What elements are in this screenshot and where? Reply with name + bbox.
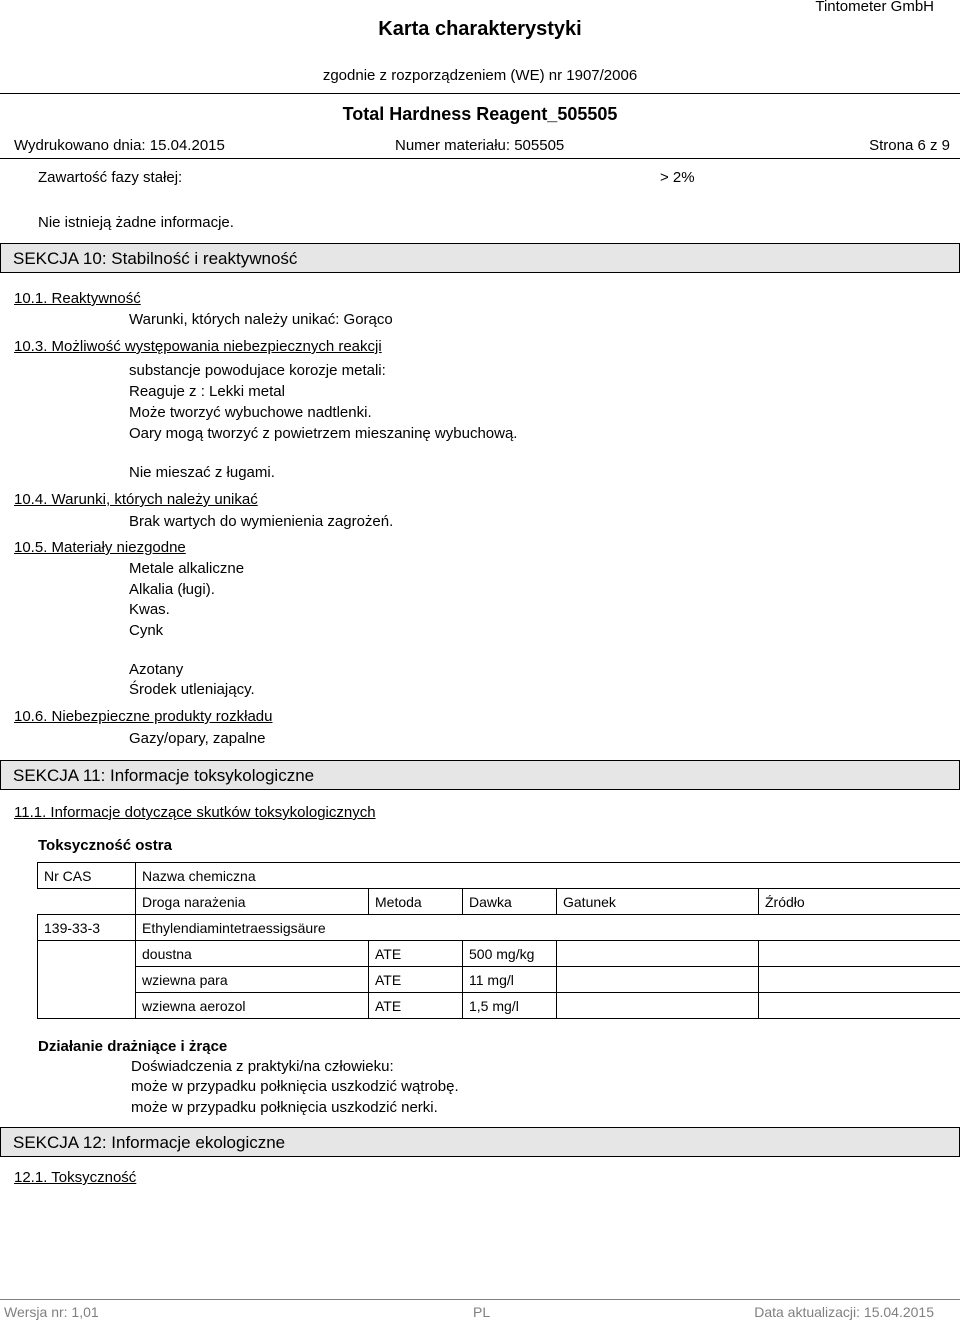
- header-species: Gatunek: [557, 889, 759, 915]
- table-row: [38, 993, 960, 1019]
- update-date: Data aktualizacji: 15.04.2015: [754, 1304, 934, 1320]
- footer-rule: [0, 1299, 960, 1300]
- header-rule-bottom: [0, 158, 960, 159]
- dose-cell: 1,5 mg/l: [463, 993, 557, 1019]
- table-subheader-row: [38, 889, 960, 915]
- no-info-text: Nie istnieją żadne informacje.: [38, 214, 234, 231]
- incompatible-material: Alkalia (ługi).: [129, 581, 215, 598]
- company-name: Tintometer GmbH: [815, 0, 934, 15]
- solids-value: > 2%: [660, 169, 695, 186]
- subsection-11-1-title: 11.1. Informacje dotyczące skutków toksykologicznych: [14, 804, 376, 821]
- subsection-10-4-title: 10.4. Warunki, których należy unikać: [14, 491, 258, 508]
- source-cell: [759, 941, 960, 967]
- substance-name: Ethylendiamintetraessigsäure: [136, 915, 960, 941]
- incompatible-material: Cynk: [129, 622, 164, 639]
- species-cell: [557, 941, 759, 967]
- reaction-line: Nie mieszać z ługami.: [129, 464, 275, 481]
- header-source: Źródło: [759, 889, 960, 915]
- section-10-header: [0, 243, 960, 273]
- reaction-line: Reaguje z : Lekki metal: [129, 383, 285, 400]
- source-cell: [759, 967, 960, 993]
- table-header-row: [38, 863, 960, 889]
- decomposition-text: Gazy/opary, zapalne: [129, 730, 266, 747]
- incompatible-material: Azotany: [129, 661, 184, 678]
- document-title: Karta charakterystyki: [378, 18, 582, 40]
- header-method: Metoda: [369, 889, 463, 915]
- species-cell: [557, 967, 759, 993]
- header-cas: Nr CAS: [38, 863, 136, 889]
- version-text: Wersja nr: 1,01: [4, 1304, 99, 1320]
- dose-cell: 11 mg/l: [463, 967, 557, 993]
- blank-cell: [38, 889, 136, 915]
- irritation-line: może w przypadku połknięcia uszkodzić nerki.: [131, 1099, 438, 1116]
- irritation-line: może w przypadku połknięcia uszkodzić wątrobę.: [131, 1078, 459, 1095]
- toxicity-table: [37, 862, 960, 1019]
- header-dose: Dawka: [463, 889, 557, 915]
- acute-toxicity-label: Toksyczność ostra: [38, 837, 172, 854]
- header-route: Droga narażenia: [136, 889, 369, 915]
- table-row: [38, 941, 960, 967]
- subsection-12-1-title: 12.1. Toksyczność: [14, 1169, 137, 1186]
- incompatible-material: Metale alkaliczne: [129, 560, 245, 577]
- section-10-heading: SEKCJA 10: Stabilność i reaktywność: [13, 249, 298, 268]
- table-row: [38, 967, 960, 993]
- header-chemical-name: Nazwa chemiczna: [136, 863, 960, 889]
- method-cell: ATE: [369, 967, 463, 993]
- header-rule-top: [0, 93, 960, 94]
- section-11-heading: SEKCJA 11: Informacje toksykologiczne: [13, 766, 315, 785]
- subsection-10-1-title: 10.1. Reaktywność: [14, 290, 141, 307]
- product-name: Total Hardness Reagent_505505: [342, 104, 618, 124]
- subsection-10-5-title: 10.5. Materiały niezgodne: [14, 539, 186, 556]
- irritation-line: Doświadczenia z praktyki/na człowieku:: [131, 1058, 394, 1075]
- incompatible-material: Środek utleniający.: [129, 681, 255, 698]
- reaction-line: Oary mogą tworzyć z powietrzem mieszaninę wybuchową.: [129, 425, 518, 442]
- subsection-10-6-title: 10.6. Niebezpieczne produkty rozkładu: [14, 708, 273, 725]
- print-date: Wydrukowano dnia: 15.04.2015: [14, 137, 225, 154]
- method-cell: ATE: [369, 941, 463, 967]
- conditions-text: Brak wartych do wymienienia zagrożeń.: [129, 513, 394, 530]
- blank-cell: [38, 941, 136, 1019]
- section-12-heading: SEKCJA 12: Informacje ekologiczne: [13, 1133, 286, 1152]
- page-number: Strona 6 z 9: [869, 137, 950, 154]
- reaction-line: Może tworzyć wybuchowe nadtlenki.: [129, 404, 372, 421]
- reaction-line: substancje powodujace korozje metali:: [129, 362, 386, 379]
- cas-number: 139-33-3: [38, 915, 136, 941]
- table-row: [38, 915, 960, 941]
- species-cell: [557, 993, 759, 1019]
- incompatible-material: Kwas.: [129, 601, 170, 618]
- subsection-10-3-title: 10.3. Możliwość występowania niebezpiecznych reakcji: [14, 338, 382, 355]
- solids-label: Zawartość fazy stałej:: [38, 169, 183, 186]
- language-code: PL: [473, 1304, 491, 1320]
- material-number: Numer materiału: 505505: [395, 137, 565, 154]
- source-cell: [759, 993, 960, 1019]
- irritation-title: Działanie drażniące i żrące: [38, 1038, 228, 1055]
- route-cell: wziewna aerozol: [136, 993, 369, 1019]
- route-cell: wziewna para: [136, 967, 369, 993]
- method-cell: ATE: [369, 993, 463, 1019]
- section-11-header: [0, 760, 960, 790]
- dose-cell: 500 mg/kg: [463, 941, 557, 967]
- regulation-text: zgodnie z rozporządzeniem (WE) nr 1907/2006: [322, 67, 638, 84]
- reactivity-text: Warunki, których należy unikać: Gorąco: [129, 311, 393, 328]
- route-cell: doustna: [136, 941, 369, 967]
- section-12-header: [0, 1127, 960, 1157]
